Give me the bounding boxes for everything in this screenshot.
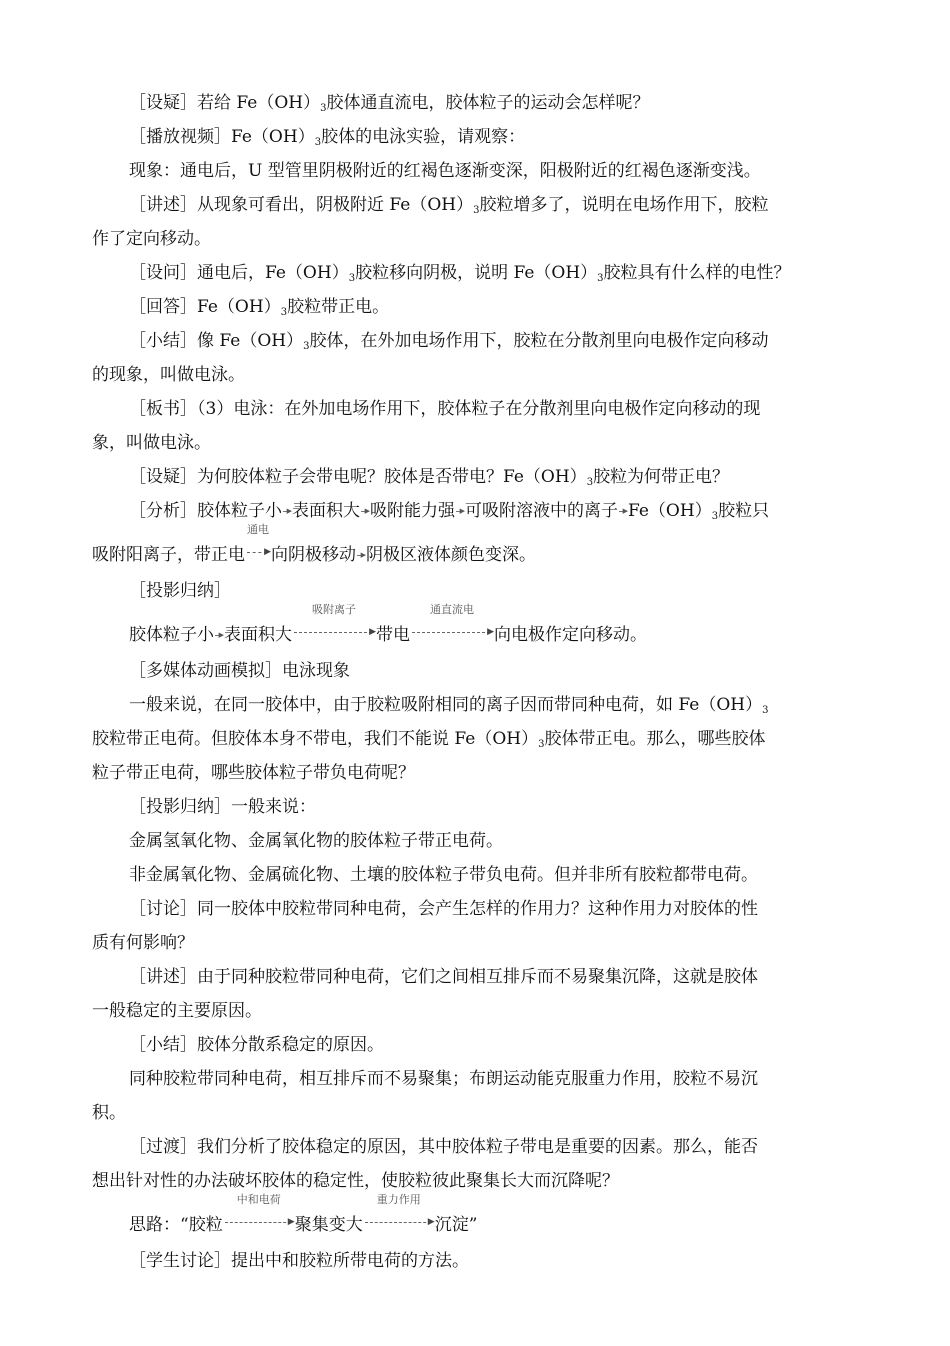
observation-text: 现象：通电后，U 型管里阴极附近的红褐色逐渐变深，阳极附近的红褐色逐渐变浅。 — [129, 161, 761, 181]
text-line: ［板书］（3）电泳：在外加电场作用下，胶体粒子在分散剂里向电极作定向移动的现 — [129, 399, 761, 419]
text-line: ［小结］胶体分散系稳定的原因。 — [129, 1035, 384, 1055]
text-line: 积。 — [92, 1103, 126, 1123]
text-line: 粒子带正电荷，哪些胶体粒子带负电荷呢？ — [92, 763, 415, 783]
idea-text: 聚集变大 — [294, 1215, 363, 1235]
arrow-icon: 中和电荷 ▶ — [223, 1216, 295, 1230]
idea-line — [92, 1193, 862, 1244]
text-line: ［学生讨论］提出中和胶粒所带电荷的方法。 — [129, 1251, 469, 1271]
text-line: 一般稳定的主要原因。 — [92, 1001, 262, 1021]
flow-text: 表面积大 — [224, 625, 292, 645]
arrow-label: 通直流电 — [430, 603, 474, 616]
analysis-line-1 — [92, 494, 862, 528]
flow-text: 带电 — [376, 625, 410, 645]
text-line: 象，叫做电泳。 — [92, 433, 211, 453]
arrow-icon: ▶ — [282, 506, 292, 516]
text-line: 非金属氧化物、金属硫化物、土壤的胶体粒子带负电荷。但并非所有胶粒都带电荷。 — [129, 865, 758, 885]
flow-line — [92, 603, 862, 654]
arrow-label: 通电 — [247, 523, 269, 536]
text-line: 的现象，叫做电泳。 — [92, 365, 245, 385]
idea-text: 沉淀” — [434, 1215, 478, 1235]
analysis-text: $Fe(OH)_3$胶粒只 — [628, 501, 770, 522]
text-line: ［多媒体动画模拟］电泳现象 — [129, 661, 350, 681]
analysis-line-2 — [92, 523, 862, 574]
text-line: ［过渡］我们分析了胶体稳定的原因，其中胶体粒子带电是重要的因素。那么，能否 — [129, 1137, 758, 1157]
analysis-text: 可吸附溶液中的离子 — [465, 501, 618, 521]
analysis-text: 表面积大 — [292, 501, 360, 521]
text-line: ［回答$]Fe(OH)_3$胶粒带正电。 — [129, 297, 390, 318]
text-line: 金属氢氧化物、金属氧化物的胶体粒子带正电荷。 — [129, 831, 503, 851]
arrow-icon: 重力作用 ▶ — [363, 1216, 435, 1230]
text-line: ［设问］通电后，$Fe(OH)_3$胶粒移向阴极，说明 $Fe(OH)_3$胶粒具有什么样的电性？ — [129, 263, 791, 284]
arrow-icon: ▶ — [618, 506, 628, 516]
text-line: 作了定向移动。 — [92, 229, 211, 249]
text-line: ［设疑］为何胶体粒子会带电呢？胶体是否带电？$Fe(OH)_3$胶粒为何带正电？ — [129, 467, 730, 488]
text-line: 同种胶粒带同种电荷，相互排斥而不易聚集；布朗运动能克服重力作用，胶粒不易沉 — [129, 1069, 758, 1089]
text-line: ［设疑］若给 $Fe(OH)_3$胶体通直流电，胶体粒子的运动会怎样呢？ — [129, 93, 650, 114]
document-body — [92, 86, 862, 1278]
arrow-label: 吸附离子 — [312, 603, 356, 616]
flow-text: 胶体粒子小 — [129, 625, 214, 645]
text-line: ［投影归纳］ — [129, 581, 231, 601]
arrow-icon: 通直流电 ▶ — [410, 626, 494, 640]
analysis-text: 吸附能力强 — [370, 501, 455, 521]
analysis-text: 吸附阳离子，带正电 — [92, 545, 245, 565]
text-line: ［播放视频$]Fe(OH)_3$胶体的电泳实验，请观察： — [129, 127, 526, 148]
text-line: 想出针对性的办法破坏胶体的稳定性，使胶粒彼此聚集长大而沉降呢？ — [92, 1171, 619, 1191]
arrow-label: 重力作用 — [376, 1193, 421, 1206]
text-line: ［讲述］从现象可看出，阴极附近 $Fe(OH)_3$胶粒增多了，说明在电场作用下，胶粒 — [129, 195, 769, 216]
arrow-icon: 吸附离子 ▶ — [292, 626, 376, 640]
text-line: ［投影归纳］一般来说： — [129, 797, 316, 817]
arrow-icon: ▶ — [356, 550, 366, 560]
analysis-text: 阴极区液体颜色变深。 — [366, 545, 536, 565]
idea-text: 思路：“胶粒 — [129, 1215, 223, 1235]
analysis-text: ［分析］胶体粒子小 — [129, 501, 282, 521]
arrow-label: 中和电荷 — [236, 1193, 281, 1206]
text-line: 胶粒带正电荷。但胶体本身不带电，我们不能说 $Fe(OH)_3$胶体带正电。那么，哪些胶体 — [92, 729, 766, 750]
text-line: 质有何影响？ — [92, 933, 194, 953]
text-line: 一般来说，在同一胶体中，由于胶粒吸附相同的离子因而带同种电荷，如 $Fe(OH)_3$ — [129, 695, 769, 716]
text-line: ［讨论］同一胶体中胶粒带同种电荷，会产生怎样的作用力？这种作用力对胶体的性 — [129, 899, 758, 919]
arrow-icon: ▶ — [214, 630, 224, 640]
text-line: ［讲述］由于同种胶粒带同种电荷，它们之间相互排斥而不易聚集沉降，这就是胶体 — [129, 967, 758, 987]
text-line — [92, 154, 862, 188]
arrow-icon: ▶ — [455, 506, 465, 516]
text-line: ［小结］像 $Fe(OH)_3$胶体，在外加电场作用下，胶粒在分散剂里向电极作定向移动 — [129, 331, 769, 352]
arrow-icon: ▶ — [360, 506, 370, 516]
analysis-text: 向阴极移动 — [271, 545, 356, 565]
arrow-icon: 通电 ▶ — [247, 523, 271, 557]
flow-text: 向电极作定向移动。 — [494, 625, 647, 645]
